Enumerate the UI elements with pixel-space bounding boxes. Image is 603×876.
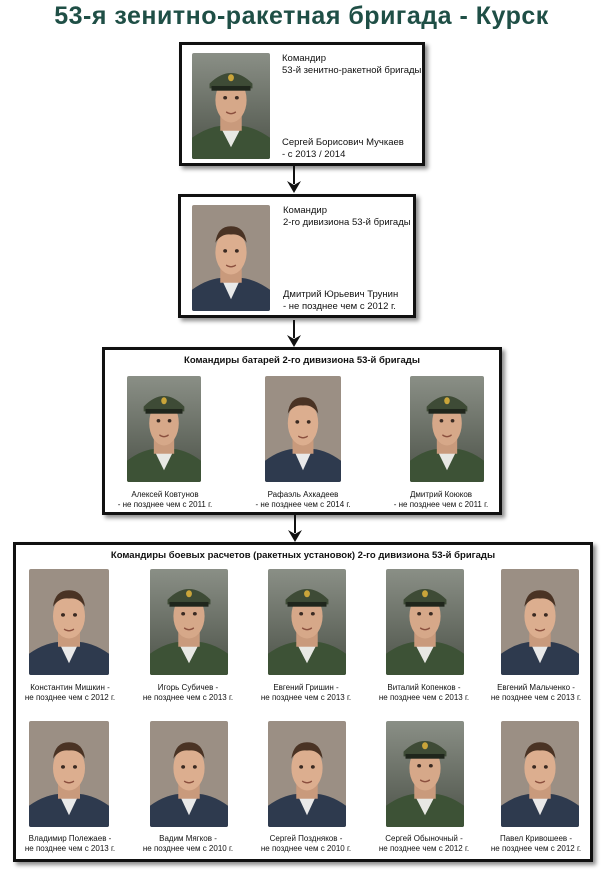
crew-caption-10 bbox=[480, 834, 592, 854]
commander-info bbox=[282, 137, 422, 161]
commander-period: - с 2013 / 2014 bbox=[282, 149, 346, 160]
division-commander-box bbox=[178, 194, 416, 318]
brigade-commander-box bbox=[179, 42, 425, 166]
division-commander-info bbox=[283, 289, 413, 313]
crew-name-9: Сергей Обыночный - bbox=[385, 834, 463, 843]
crew-photo-9 bbox=[386, 721, 464, 827]
crew-caption-5 bbox=[480, 683, 592, 703]
crew-photo-1 bbox=[29, 569, 109, 675]
battery-caption-1 bbox=[105, 490, 225, 510]
crew-period-1: не позднее чем с 2012 г. bbox=[24, 693, 116, 702]
commander-name: Сергей Борисович Мучкаев bbox=[282, 137, 404, 148]
crew-name-8: Сергей Поздняков - bbox=[269, 834, 343, 843]
crew-name-1: Константин Мишкин - bbox=[30, 683, 110, 692]
division-commander-role-line1: Командир bbox=[283, 205, 328, 216]
crew-period-6: не позднее чем с 2013 г. bbox=[24, 844, 116, 853]
division-commander-role bbox=[283, 205, 413, 229]
crew-name-6: Владимир Полежаев - bbox=[28, 834, 112, 843]
crew-period-2: не позднее чем с 2013 г. bbox=[142, 693, 234, 702]
crew-period-10: не позднее чем с 2012 г. bbox=[490, 844, 582, 853]
commander-role-line1: Командир bbox=[282, 53, 327, 64]
crew-name-7: Вадим Мягков - bbox=[159, 834, 217, 843]
crew-caption-2 bbox=[132, 683, 244, 703]
crew-name-5: Евгений Мальченко - bbox=[497, 683, 575, 692]
crew-photo-8 bbox=[268, 721, 346, 827]
crew-photo-6 bbox=[29, 721, 109, 827]
division-commander-period: - не позднее чем с 2012 г. bbox=[283, 301, 396, 312]
crews-heading: Командиры боевых расчетов (ракетных установок) 2-го дивизиона 53-й бригады bbox=[110, 550, 496, 561]
battery-caption-2 bbox=[243, 490, 363, 510]
crew-name-10: Павел Кривошеев - bbox=[499, 834, 573, 843]
page-title: 53-я зенитно-ракетная бригада - Курск bbox=[54, 2, 549, 30]
crew-period-8: не позднее чем с 2010 г. bbox=[260, 844, 352, 853]
battery-heading: Командиры батарей 2-го дивизиона 53-й бригады bbox=[184, 355, 420, 366]
battery-period-3: - не позднее чем с 2011 г. bbox=[393, 500, 489, 509]
arrow-down-icon bbox=[286, 320, 302, 348]
battery-period-2: - не позднее чем с 2014 г. bbox=[255, 500, 351, 509]
crew-photo-3 bbox=[268, 569, 346, 675]
arrow-down-icon bbox=[286, 166, 302, 194]
battery-photo-2 bbox=[265, 376, 341, 482]
crew-photo-10 bbox=[501, 721, 579, 827]
battery-name-2: Рафаэль Ахкадеев bbox=[267, 490, 339, 499]
crew-caption-3 bbox=[250, 683, 362, 703]
crew-photo-7 bbox=[150, 721, 228, 827]
crew-caption-9 bbox=[368, 834, 480, 854]
commander-photo bbox=[192, 53, 270, 159]
crew-caption-7 bbox=[132, 834, 244, 854]
division-commander-name: Дмитрий Юрьевич Трунин bbox=[283, 289, 399, 300]
crew-commanders-box bbox=[13, 542, 593, 862]
arrow-down-icon bbox=[287, 515, 303, 543]
battery-caption-3 bbox=[381, 490, 501, 510]
crew-name-3: Евгений Гришин - bbox=[273, 683, 339, 692]
crew-caption-4 bbox=[368, 683, 480, 703]
commander-role bbox=[282, 53, 422, 77]
battery-period-1: - не позднее чем с 2011 г. bbox=[117, 500, 213, 509]
crew-name-2: Игорь Субичев - bbox=[157, 683, 219, 692]
division-commander-role-line2: 2-го дивизиона 53-й бригады bbox=[283, 217, 411, 228]
battery-name-1: Алексей Ковтунов bbox=[131, 490, 199, 499]
commander-role-line2: 53-й зенитно-ракетной бригады bbox=[282, 65, 422, 76]
crew-period-5: не позднее чем с 2013 г. bbox=[490, 693, 582, 702]
crew-caption-8 bbox=[250, 834, 362, 854]
crew-caption-6 bbox=[14, 834, 126, 854]
division-commander-photo bbox=[192, 205, 270, 311]
crew-period-3: не позднее чем с 2013 г. bbox=[260, 693, 352, 702]
crew-name-4: Виталий Копенков - bbox=[387, 683, 461, 692]
battery-photo-3 bbox=[410, 376, 484, 482]
crew-period-9: не позднее чем с 2012 г. bbox=[378, 844, 470, 853]
battery-commanders-box bbox=[102, 347, 502, 515]
crew-period-7: не позднее чем с 2010 г. bbox=[142, 844, 234, 853]
battery-photo-1 bbox=[127, 376, 201, 482]
battery-name-3: Дмитрий Коюков bbox=[409, 490, 473, 499]
crew-photo-4 bbox=[386, 569, 464, 675]
crew-photo-5 bbox=[501, 569, 579, 675]
crew-period-4: не позднее чем с 2013 г. bbox=[378, 693, 470, 702]
crew-photo-2 bbox=[150, 569, 228, 675]
crew-caption-1 bbox=[14, 683, 126, 703]
